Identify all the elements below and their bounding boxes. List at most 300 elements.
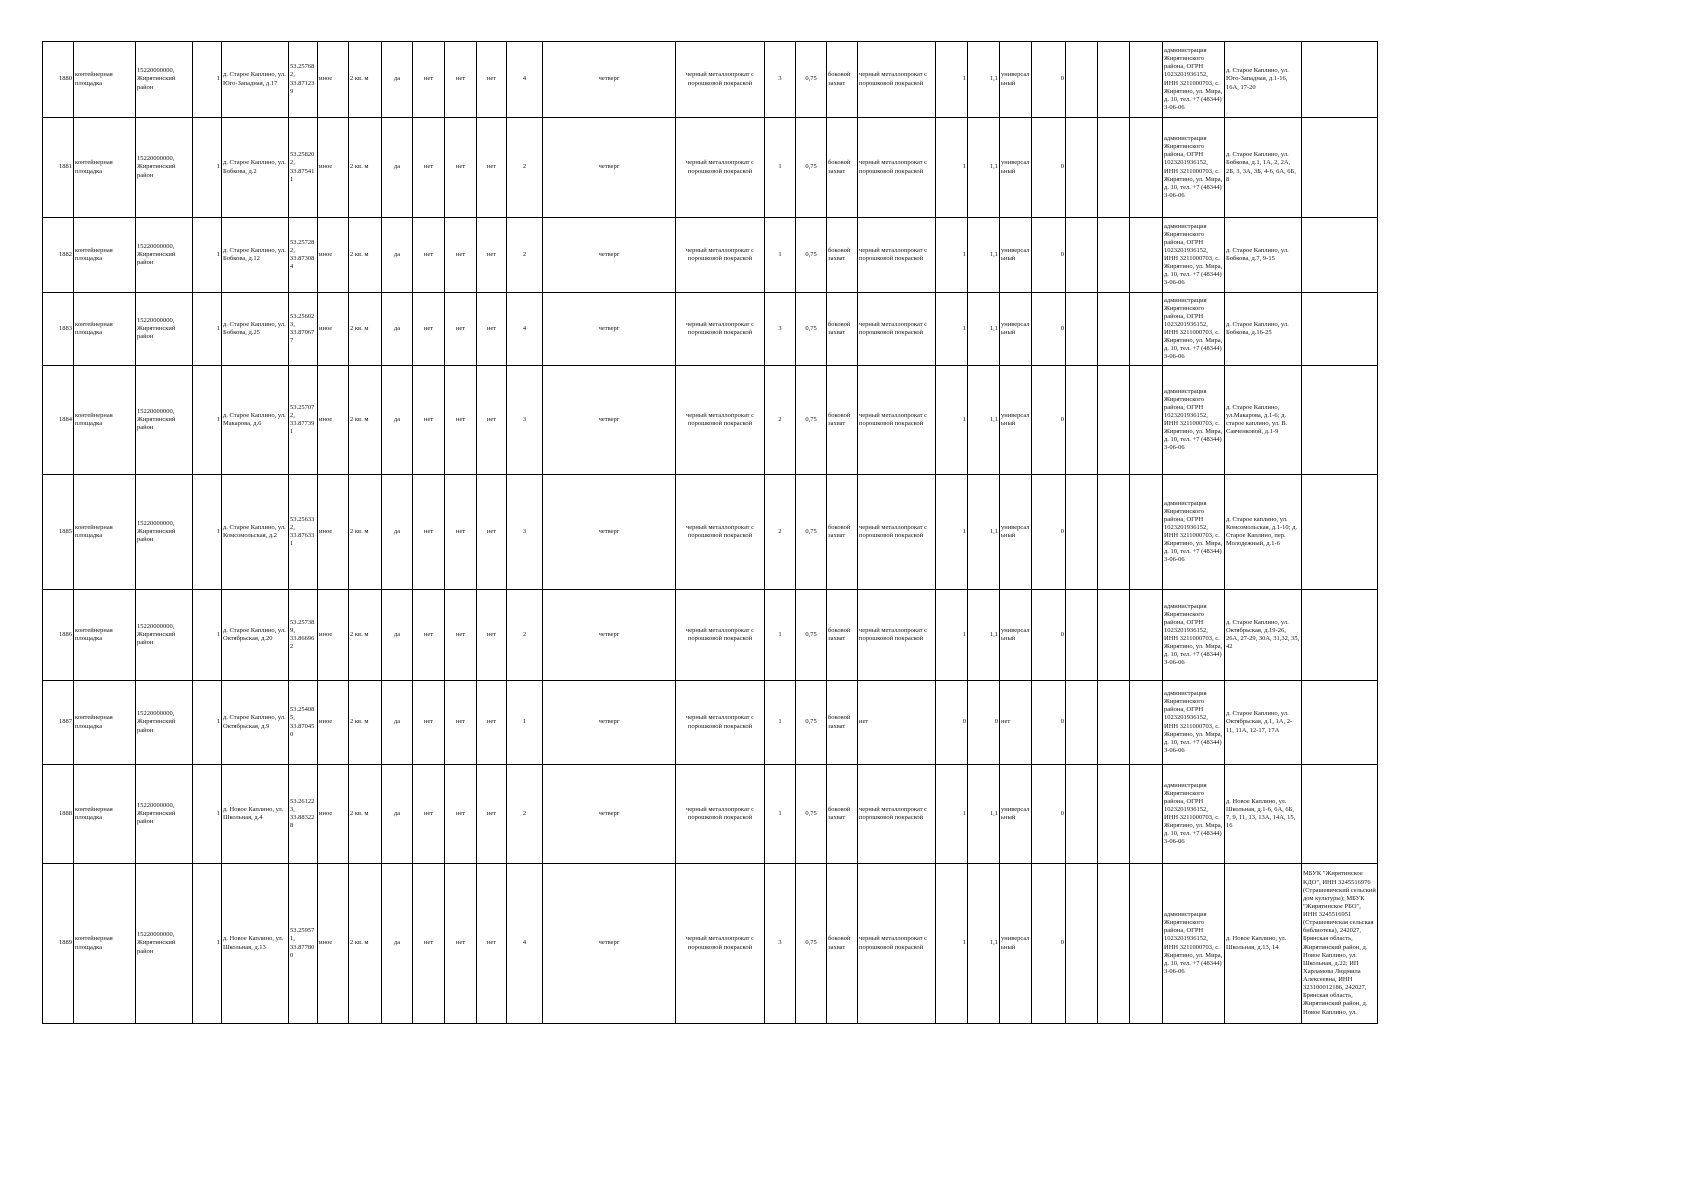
container-count: 1 [765, 590, 796, 681]
container-count: 1 [765, 118, 796, 218]
waste-sources: д. Старое Каплино, ул. Юго-Западная, д.1-16, 16А, 17-20 [1225, 42, 1302, 118]
flag-4: нет [477, 293, 507, 366]
bunker-volume: 1,1 [968, 366, 1000, 475]
bunker-count: 1 [936, 42, 968, 118]
flag-fence: да [382, 765, 413, 864]
flag-3: нет [445, 293, 477, 366]
flag-3: нет [445, 475, 477, 590]
oktmo-district: 15220000000, Жирятинский район [136, 475, 193, 590]
container-quantity: 2 [507, 765, 543, 864]
site-type: контейнерная площадка [74, 475, 136, 590]
empty-cell [1098, 118, 1130, 218]
extra-sources: МБУК "Жирятинское КДО", ИНН 3245516976 (Страшевичский сельский дом культуры); МБУК "Жирятинское РБО", ИНН 3245516951 (Страшевичская сельская библиотека), 242027, Брянская область, Жирятинский район, д. Новое Каплино, ул. Школьная, д.22; ИП Харламова Людмила Алексеевна, ИНН 323100012186, 242027, Брянская область, Жирятинский район, д. Новое Каплино, ул. [1302, 864, 1378, 1024]
empty-cell [1130, 864, 1163, 1024]
bunker-count: 0 [936, 681, 968, 765]
container-quantity: 4 [507, 293, 543, 366]
empty-cell [1098, 475, 1130, 590]
loading-type: боковой захват [827, 475, 858, 590]
site-type: контейнерная площадка [74, 42, 136, 118]
empty-cell [1066, 590, 1098, 681]
extra-sources [1302, 293, 1378, 366]
flag-3: нет [445, 681, 477, 765]
owner-info: администрация Жирятинского района, ОГРН 1023201936152, ИНН 3211000703, с. Жирятино, ул. Мира, д. 10, тел. +7 (48344) 3-06-06 [1163, 366, 1225, 475]
container-quantity: 3 [507, 475, 543, 590]
collection-day: четверг [543, 475, 676, 590]
flag-4: нет [477, 42, 507, 118]
zero-value: 0 [1032, 118, 1066, 218]
container-material: черный металлопрокат с порошковой покраской [676, 366, 765, 475]
zero-value: 0 [1032, 681, 1066, 765]
oktmo-district: 15220000000, Жирятинский район [136, 293, 193, 366]
empty-cell [1098, 864, 1130, 1024]
bunker-type: универсальный [1000, 218, 1032, 293]
surface-type: иное [318, 475, 349, 590]
oktmo-district: 15220000000, Жирятинский район [136, 765, 193, 864]
oktmo-district: 15220000000, Жирятинский район [136, 590, 193, 681]
bunker-material: черный металлопрокат с порошковой покраской [858, 765, 936, 864]
loading-type: боковой захват [827, 864, 858, 1024]
row-number: 1881 [43, 118, 74, 218]
registry-table [42, 41, 1471, 1024]
zero-value: 0 [1032, 293, 1066, 366]
table-row [43, 475, 1471, 590]
flag-2: нет [413, 42, 445, 118]
surface-type: иное [318, 864, 349, 1024]
zero-value: 0 [1032, 42, 1066, 118]
count-cell: 1 [193, 590, 222, 681]
loading-type: боковой захват [827, 590, 858, 681]
flag-3: нет [445, 218, 477, 293]
waste-sources: д. Старое Каплино, ул. Бобкова, д.1, 1А, 2, 2А, 2Б, 3, 3А, 3Б, 4-6, 6А, 6Б, 8 [1225, 118, 1302, 218]
empty-cell [1098, 765, 1130, 864]
coordinates: 53.25408 5, 33.87045 0 [289, 681, 318, 765]
flag-fence: да [382, 293, 413, 366]
container-count: 2 [765, 366, 796, 475]
flag-4: нет [477, 118, 507, 218]
container-count: 1 [765, 681, 796, 765]
container-quantity: 2 [507, 590, 543, 681]
table-row [43, 765, 1471, 864]
table-row [43, 218, 1471, 293]
bunker-material: черный металлопрокат с порошковой покраской [858, 118, 936, 218]
empty-cell [1130, 42, 1163, 118]
flag-fence: да [382, 864, 413, 1024]
loading-type: боковой захват [827, 765, 858, 864]
flag-4: нет [477, 864, 507, 1024]
empty-cell [1098, 590, 1130, 681]
count-cell: 1 [193, 681, 222, 765]
empty-cell [1098, 218, 1130, 293]
empty-cell [1066, 475, 1098, 590]
container-material: черный металлопрокат с порошковой покраской [676, 293, 765, 366]
site-address: д. Старое Каплино, ул. Бобкова, д.12 [222, 218, 289, 293]
site-area: 2 кв. м [349, 765, 382, 864]
bunker-type: универсальный [1000, 475, 1032, 590]
flag-2: нет [413, 681, 445, 765]
count-cell: 1 [193, 765, 222, 864]
flag-4: нет [477, 366, 507, 475]
count-cell: 1 [193, 293, 222, 366]
site-address: д. Старое Каплино, ул. Макарова, д.6 [222, 366, 289, 475]
container-quantity: 3 [507, 366, 543, 475]
oktmo-district: 15220000000, Жирятинский район [136, 366, 193, 475]
oktmo-district: 15220000000, Жирятинский район [136, 118, 193, 218]
bunker-type: универсальный [1000, 864, 1032, 1024]
bunker-volume: 0 [968, 681, 1000, 765]
flag-3: нет [445, 864, 477, 1024]
bunker-volume: 1,1 [968, 293, 1000, 366]
container-quantity: 1 [507, 681, 543, 765]
bunker-type: универсальный [1000, 42, 1032, 118]
bunker-type: универсальный [1000, 590, 1032, 681]
container-count: 3 [765, 864, 796, 1024]
flag-4: нет [477, 590, 507, 681]
container-material: черный металлопрокат с порошковой покраской [676, 765, 765, 864]
site-area: 2 кв. м [349, 218, 382, 293]
container-count: 1 [765, 765, 796, 864]
count-cell: 1 [193, 42, 222, 118]
table-row [43, 118, 1471, 218]
bunker-volume: 1,1 [968, 218, 1000, 293]
extra-sources [1302, 681, 1378, 765]
waste-sources: д. Новое Каплино, ул. Школьная, д.13, 14 [1225, 864, 1302, 1024]
waste-sources: д. Старое Каплино, ул. Октябрьская, д.19-26, 26А, 27-29, 30А, 31,32, 35, 42 [1225, 590, 1302, 681]
owner-info: администрация Жирятинского района, ОГРН 1023201936152, ИНН 3211000703, с. Жирятино, ул. Мира, д. 10, тел. +7 (48344) 3-06-06 [1163, 118, 1225, 218]
extra-sources [1302, 218, 1378, 293]
bunker-material: черный металлопрокат с порошковой покраской [858, 864, 936, 1024]
coordinates: 53.25728 2, 33.87308 4 [289, 218, 318, 293]
container-volume: 0,75 [796, 765, 827, 864]
bunker-count: 1 [936, 293, 968, 366]
row-number: 1880 [43, 42, 74, 118]
bunker-material: черный металлопрокат с порошковой покраской [858, 218, 936, 293]
flag-3: нет [445, 765, 477, 864]
bunker-volume: 1,1 [968, 864, 1000, 1024]
surface-type: иное [318, 118, 349, 218]
oktmo-district: 15220000000, Жирятинский район [136, 864, 193, 1024]
site-area: 2 кв. м [349, 475, 382, 590]
container-volume: 0,75 [796, 681, 827, 765]
empty-cell [1098, 366, 1130, 475]
bunker-count: 1 [936, 864, 968, 1024]
container-volume: 0,75 [796, 42, 827, 118]
count-cell: 1 [193, 366, 222, 475]
empty-cell [1130, 366, 1163, 475]
site-type: контейнерная площадка [74, 681, 136, 765]
coordinates: 53.25738 9, 33.86696 2 [289, 590, 318, 681]
bunker-count: 1 [936, 366, 968, 475]
waste-sources: д. Старое Каплино, ул.Макарова, д.1-6; д. старое каплино, ул. В. Савченковой, д.1-9 [1225, 366, 1302, 475]
empty-cell [1130, 765, 1163, 864]
bunker-volume: 1,1 [968, 765, 1000, 864]
bunker-count: 1 [936, 590, 968, 681]
empty-cell [1130, 681, 1163, 765]
extra-sources [1302, 118, 1378, 218]
site-address: д. Старое Каплино, ул. Юго-Западная, д.17 [222, 42, 289, 118]
collection-day: четверг [543, 218, 676, 293]
zero-value: 0 [1032, 366, 1066, 475]
surface-type: иное [318, 293, 349, 366]
oktmo-district: 15220000000, Жирятинский район [136, 42, 193, 118]
empty-cell [1130, 293, 1163, 366]
container-material: черный металлопрокат с порошковой покраской [676, 864, 765, 1024]
container-count: 3 [765, 42, 796, 118]
bunker-type: универсальный [1000, 366, 1032, 475]
flag-2: нет [413, 590, 445, 681]
oktmo-district: 15220000000, Жирятинский район [136, 681, 193, 765]
container-quantity: 4 [507, 864, 543, 1024]
collection-day: четверг [543, 590, 676, 681]
table-row [43, 293, 1471, 366]
flag-4: нет [477, 765, 507, 864]
coordinates: 53.25768 2, 33.87123 9 [289, 42, 318, 118]
oktmo-district: 15220000000, Жирятинский район [136, 218, 193, 293]
site-address: д. Старое Каплино, ул. Комсомольская, д.2 [222, 475, 289, 590]
owner-info: администрация Жирятинского района, ОГРН 1023201936152, ИНН 3211000703, с. Жирятино, ул. Мира, д. 10, тел. +7 (48344) 3-06-06 [1163, 590, 1225, 681]
table-row [43, 864, 1471, 1024]
owner-info: администрация Жирятинского района, ОГРН 1023201936152, ИНН 3211000703, с. Жирятино, ул. Мира, д. 10, тел. +7 (48344) 3-06-06 [1163, 765, 1225, 864]
bunker-type: нет [1000, 681, 1032, 765]
bunker-volume: 1,1 [968, 42, 1000, 118]
container-volume: 0,75 [796, 366, 827, 475]
flag-3: нет [445, 366, 477, 475]
site-area: 2 кв. м [349, 590, 382, 681]
site-type: контейнерная площадка [74, 293, 136, 366]
zero-value: 0 [1032, 864, 1066, 1024]
collection-day: четверг [543, 293, 676, 366]
empty-cell [1066, 218, 1098, 293]
empty-cell [1066, 681, 1098, 765]
extra-sources [1302, 475, 1378, 590]
flag-2: нет [413, 118, 445, 218]
flag-fence: да [382, 218, 413, 293]
flag-2: нет [413, 366, 445, 475]
row-number: 1888 [43, 765, 74, 864]
empty-cell [1066, 42, 1098, 118]
site-area: 2 кв. м [349, 42, 382, 118]
surface-type: иное [318, 42, 349, 118]
owner-info: администрация Жирятинского района, ОГРН 1023201936152, ИНН 3211000703, с. Жирятино, ул. Мира, д. 10, тел. +7 (48344) 3-06-06 [1163, 475, 1225, 590]
bunker-material: черный металлопрокат с порошковой покраской [858, 42, 936, 118]
bunker-material: черный металлопрокат с порошковой покраской [858, 590, 936, 681]
site-area: 2 кв. м [349, 366, 382, 475]
flag-3: нет [445, 42, 477, 118]
waste-sources: д. Старое Каплино, ул. Бобкова, д.16-25 [1225, 293, 1302, 366]
container-volume: 0,75 [796, 293, 827, 366]
coordinates: 53.25820 2, 33.87541 1 [289, 118, 318, 218]
row-number: 1882 [43, 218, 74, 293]
flag-fence: да [382, 681, 413, 765]
empty-cell [1066, 118, 1098, 218]
owner-info: администрация Жирятинского района, ОГРН 1023201936152, ИНН 3211000703, с. Жирятино, ул. Мира, д. 10, тел. +7 (48344) 3-06-06 [1163, 293, 1225, 366]
site-type: контейнерная площадка [74, 366, 136, 475]
flag-fence: да [382, 590, 413, 681]
table-row [43, 366, 1471, 475]
loading-type: боковой захват [827, 293, 858, 366]
count-cell: 1 [193, 218, 222, 293]
collection-day: четверг [543, 681, 676, 765]
bunker-material: черный металлопрокат с порошковой покраской [858, 293, 936, 366]
table-row [43, 681, 1471, 765]
table-row [43, 42, 1471, 118]
row-number: 1885 [43, 475, 74, 590]
flag-3: нет [445, 118, 477, 218]
row-number: 1886 [43, 590, 74, 681]
flag-2: нет [413, 293, 445, 366]
collection-day: четверг [543, 118, 676, 218]
container-material: черный металлопрокат с порошковой покраской [676, 118, 765, 218]
container-quantity: 4 [507, 42, 543, 118]
site-area: 2 кв. м [349, 681, 382, 765]
container-volume: 0,75 [796, 118, 827, 218]
waste-sources: д. Новое Каплино, ул. Школьная, д.1-6, 6А, 6Б, 7, 9, 11, 13, 13А, 14А, 15, 16 [1225, 765, 1302, 864]
container-count: 1 [765, 218, 796, 293]
empty-cell [1066, 293, 1098, 366]
owner-info: администрация Жирятинского района, ОГРН 1023201936152, ИНН 3211000703, с. Жирятино, ул. Мира, д. 10, тел. +7 (48344) 3-06-06 [1163, 42, 1225, 118]
coordinates: 53.25957 1, 33.87780 0 [289, 864, 318, 1024]
zero-value: 0 [1032, 590, 1066, 681]
bunker-type: универсальный [1000, 293, 1032, 366]
flag-fence: да [382, 366, 413, 475]
flag-4: нет [477, 218, 507, 293]
row-number: 1889 [43, 864, 74, 1024]
site-type: контейнерная площадка [74, 590, 136, 681]
bunker-type: универсальный [1000, 765, 1032, 864]
site-type: контейнерная площадка [74, 218, 136, 293]
site-type: контейнерная площадка [74, 765, 136, 864]
collection-day: четверг [543, 42, 676, 118]
container-material: черный металлопрокат с порошковой покраской [676, 590, 765, 681]
extra-sources [1302, 42, 1378, 118]
collection-day: четверг [543, 765, 676, 864]
flag-4: нет [477, 475, 507, 590]
bunker-material: черный металлопрокат с порошковой покраской [858, 366, 936, 475]
empty-cell [1098, 681, 1130, 765]
site-address: д. Старое Каплино, ул. Бобкова, д.2 [222, 118, 289, 218]
empty-cell [1130, 218, 1163, 293]
extra-sources [1302, 366, 1378, 475]
site-area: 2 кв. м [349, 118, 382, 218]
site-address: д. Новое Каплино, ул. Школьная, д.4 [222, 765, 289, 864]
surface-type: иное [318, 765, 349, 864]
coordinates: 53.25602 3, 33.87067 7 [289, 293, 318, 366]
loading-type: боковой захват [827, 681, 858, 765]
empty-cell [1130, 118, 1163, 218]
bunker-count: 1 [936, 118, 968, 218]
empty-cell [1098, 293, 1130, 366]
collection-day: четверг [543, 864, 676, 1024]
container-material: черный металлопрокат с порошковой покраской [676, 681, 765, 765]
bunker-volume: 1,1 [968, 590, 1000, 681]
bunker-count: 1 [936, 765, 968, 864]
bunker-volume: 1,1 [968, 118, 1000, 218]
collection-day: четверг [543, 366, 676, 475]
bunker-count: 1 [936, 218, 968, 293]
count-cell: 1 [193, 864, 222, 1024]
bunker-type: универсальный [1000, 118, 1032, 218]
bunker-volume: 1,1 [968, 475, 1000, 590]
owner-info: администрация Жирятинского района, ОГРН 1023201936152, ИНН 3211000703, с. Жирятино, ул. Мира, д. 10, тел. +7 (48344) 3-06-06 [1163, 681, 1225, 765]
flag-2: нет [413, 765, 445, 864]
surface-type: иное [318, 681, 349, 765]
loading-type: боковой захват [827, 366, 858, 475]
flag-2: нет [413, 475, 445, 590]
container-count: 3 [765, 293, 796, 366]
site-address: д. Новое Каплино, ул. Школьная, д.13 [222, 864, 289, 1024]
row-number: 1884 [43, 366, 74, 475]
owner-info: администрация Жирятинского района, ОГРН 1023201936152, ИНН 3211000703, с. Жирятино, ул. Мира, д. 10, тел. +7 (48344) 3-06-06 [1163, 864, 1225, 1024]
site-area: 2 кв. м [349, 293, 382, 366]
row-number: 1883 [43, 293, 74, 366]
row-number: 1887 [43, 681, 74, 765]
flag-3: нет [445, 590, 477, 681]
container-volume: 0,75 [796, 475, 827, 590]
container-material: черный металлопрокат с порошковой покраской [676, 42, 765, 118]
empty-cell [1098, 42, 1130, 118]
container-volume: 0,75 [796, 864, 827, 1024]
coordinates: 53.25707 2, 33.87739 1 [289, 366, 318, 475]
zero-value: 0 [1032, 218, 1066, 293]
waste-sources: д. Старое каплино, ул. Комсомольская, д.1-10; д. Старое Каплино, пер. Молодежный, д.1-6 [1225, 475, 1302, 590]
extra-sources [1302, 590, 1378, 681]
zero-value: 0 [1032, 765, 1066, 864]
flag-fence: да [382, 475, 413, 590]
container-volume: 0,75 [796, 590, 827, 681]
flag-4: нет [477, 681, 507, 765]
surface-type: иное [318, 590, 349, 681]
empty-cell [1066, 864, 1098, 1024]
flag-2: нет [413, 218, 445, 293]
flag-fence: да [382, 118, 413, 218]
site-type: контейнерная площадка [74, 118, 136, 218]
coordinates: 53.25633 2, 33.87633 1 [289, 475, 318, 590]
site-address: д. Старое Каплино, ул. Октябрьская, д.9 [222, 681, 289, 765]
container-volume: 0,75 [796, 218, 827, 293]
empty-cell [1066, 366, 1098, 475]
site-address: д. Старое Каплино, ул. Октябрьская, д.20 [222, 590, 289, 681]
site-area: 2 кв. м [349, 864, 382, 1024]
container-material: черный металлопрокат с порошковой покраской [676, 475, 765, 590]
registry-body [43, 42, 1471, 1024]
bunker-material: черный металлопрокат с порошковой покраской [858, 475, 936, 590]
owner-info: администрация Жирятинского района, ОГРН 1023201936152, ИНН 3211000703, с. Жирятино, ул. Мира, д. 10, тел. +7 (48344) 3-06-06 [1163, 218, 1225, 293]
empty-cell [1130, 590, 1163, 681]
loading-type: боковой захват [827, 118, 858, 218]
container-material: черный металлопрокат с порошковой покраской [676, 218, 765, 293]
loading-type: боковой захват [827, 218, 858, 293]
flag-fence: да [382, 42, 413, 118]
extra-sources [1302, 765, 1378, 864]
loading-type: боковой захват [827, 42, 858, 118]
waste-sources: д. Старое Каплино, ул. Бобкова, д.7, 9-15 [1225, 218, 1302, 293]
flag-2: нет [413, 864, 445, 1024]
site-address: д. Старое Каплино, ул. Бобкова, д.25 [222, 293, 289, 366]
bunker-count: 1 [936, 475, 968, 590]
site-type: контейнерная площадка [74, 864, 136, 1024]
surface-type: иное [318, 366, 349, 475]
bunker-material: нет [858, 681, 936, 765]
table-row [43, 590, 1471, 681]
waste-sources: д. Старое Каплино, ул. Октябрьская, д.1, 1А, 2-11, 11А, 12-17, 17А [1225, 681, 1302, 765]
coordinates: 53.26122 3, 33.88322 8 [289, 765, 318, 864]
container-quantity: 2 [507, 218, 543, 293]
container-count: 2 [765, 475, 796, 590]
count-cell: 1 [193, 118, 222, 218]
empty-cell [1066, 765, 1098, 864]
count-cell: 1 [193, 475, 222, 590]
zero-value: 0 [1032, 475, 1066, 590]
surface-type: иное [318, 218, 349, 293]
